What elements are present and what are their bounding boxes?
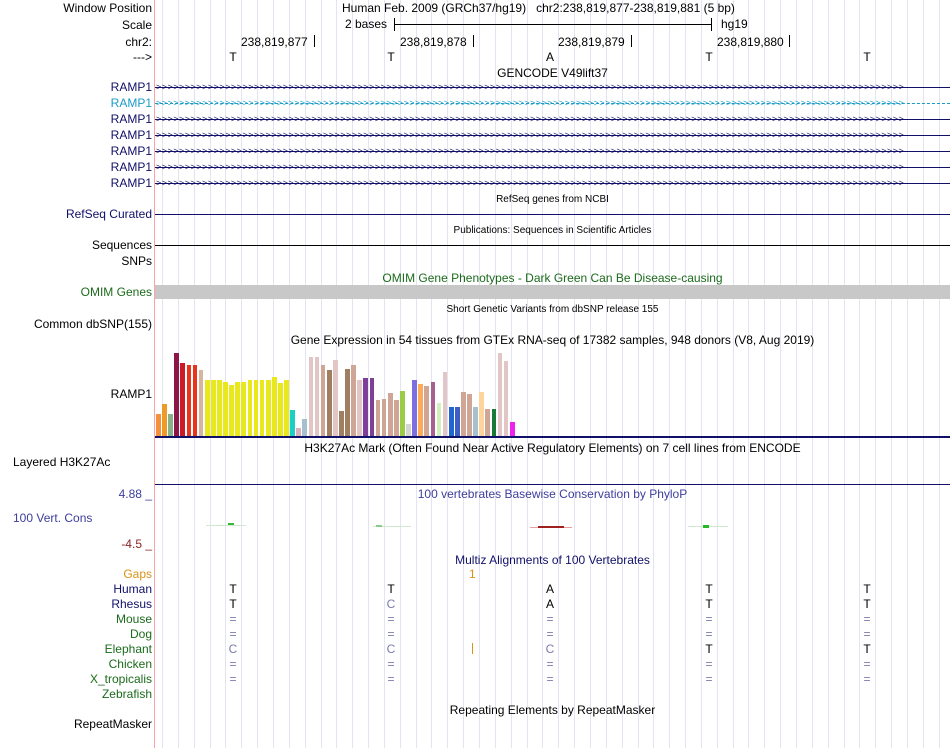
ref-base-4: T — [705, 50, 713, 64]
alignment-base: = — [229, 657, 237, 671]
alignment-base: = — [863, 657, 871, 671]
strand-label: ---> — [133, 50, 152, 64]
alignment-base: T — [705, 582, 713, 596]
alignment-base: A — [545, 582, 554, 596]
species-label-human[interactable]: Human — [113, 582, 152, 596]
cons-track-label[interactable]: 100 Vert. Cons — [13, 511, 93, 525]
gencode-transcript-label[interactable]: RAMP1 — [110, 160, 152, 174]
gtex-tissue-bar[interactable] — [333, 360, 338, 436]
gaps-label[interactable]: Gaps — [123, 567, 152, 581]
gtex-tissue-bar[interactable] — [290, 410, 295, 436]
alignment-base: T — [229, 582, 237, 596]
gencode-track-title: GENCODE V49lift37 — [497, 66, 608, 80]
refseq-track-title: RefSeq genes from NCBI — [496, 194, 609, 205]
scale-bar-left-tick — [394, 18, 395, 31]
gtex-tissue-bar[interactable] — [321, 365, 326, 436]
gtex-tissue-bar[interactable] — [272, 377, 277, 436]
sequences-track-label[interactable]: Sequences — [91, 238, 152, 252]
alignment-base: = — [863, 672, 871, 686]
cons-max-label: 4.88 _ — [118, 487, 152, 501]
position-tick-2 — [473, 35, 474, 47]
alignment-base: = — [387, 612, 395, 626]
gaps-count: 1 — [469, 567, 476, 581]
alignment-base: = — [705, 612, 713, 626]
position-label-2: 238,819,878 — [400, 35, 467, 49]
gtex-tissue-bar[interactable] — [180, 363, 185, 436]
gtex-track-label[interactable]: RAMP1 — [110, 387, 152, 401]
ref-base-3: A — [545, 50, 554, 64]
alignment-base: C — [545, 642, 555, 656]
gtex-tissue-bar[interactable] — [406, 424, 411, 436]
cons-signal-1 — [206, 525, 246, 526]
refseq-track-label[interactable]: RefSeq Curated — [65, 207, 152, 221]
cons-dip-3 — [538, 526, 564, 528]
h3k27ac-track-title: H3K27Ac Mark (Often Found Near Active Regulatory Elements) on 7 cell lines from ENCODE — [304, 441, 801, 455]
gtex-tissue-bar[interactable] — [412, 380, 417, 436]
gtex-tissue-bar[interactable] — [400, 391, 405, 436]
gtex-tissue-bar[interactable] — [162, 404, 167, 436]
gtex-tissue-bar[interactable] — [461, 392, 466, 436]
gtex-tissue-bar[interactable] — [296, 428, 301, 436]
gtex-tissue-bar[interactable] — [199, 370, 204, 436]
alignment-base: T — [229, 597, 237, 611]
scale-label: Scale — [121, 18, 152, 32]
position-label-3: 238,819,879 — [558, 35, 625, 49]
gencode-transcript-label[interactable]: RAMP1 — [110, 112, 152, 126]
gencode-strand-arrows: >>>>>>>>>>>>>>>>>>>>>>>>>>>>>>>>>>>>>>>>>>>>>>>>>>>>>>>>>>>>>>>>>>>>>>>>>>>>>>>>>>>>>>>>>>>>>>>>>>>>>>>>>>>>>>>>>>>>>>>>>>>>>>>>>> — [156, 98, 905, 108]
gtex-tissue-bar[interactable] — [473, 407, 478, 436]
gtex-tissue-bar[interactable] — [498, 353, 503, 436]
gencode-transcript-label[interactable]: RAMP1 — [110, 128, 152, 142]
alignment-base: = — [705, 627, 713, 641]
gtex-tissue-bar[interactable] — [168, 414, 173, 436]
multiz-track-title: Multiz Alignments of 100 Vertebrates — [455, 553, 650, 567]
position-label-4: 238,819,880 — [717, 35, 784, 49]
gencode-strand-arrows: >>>>>>>>>>>>>>>>>>>>>>>>>>>>>>>>>>>>>>>>>>>>>>>>>>>>>>>>>>>>>>>>>>>>>>>>>>>>>>>>>>>>>>>>>>>>>>>>>>>>>>>>>>>>>>>>>>>>>>>>>>>>>>>>>> — [156, 162, 905, 172]
gtex-tissue-bar[interactable] — [248, 380, 253, 436]
gtex-tissue-bar[interactable] — [187, 365, 192, 436]
gtex-tissue-bar[interactable] — [235, 382, 240, 436]
chrom-label: chr2: — [125, 35, 152, 49]
gencode-strand-arrows: >>>>>>>>>>>>>>>>>>>>>>>>>>>>>>>>>>>>>>>>>>>>>>>>>>>>>>>>>>>>>>>>>>>>>>>>>>>>>>>>>>>>>>>>>>>>>>>>>>>>>>>>>>>>>>>>>>>>>>>>>>>>>>>>>> — [156, 114, 905, 124]
gtex-tissue-bar[interactable] — [479, 392, 484, 436]
cons-peak-1 — [228, 523, 234, 525]
omim-track-title: OMIM Gene Phenotypes - Dark Green Can Be Disease-causing — [382, 271, 723, 285]
species-label-mouse[interactable]: Mouse — [115, 612, 152, 626]
gencode-strand-arrows: >>>>>>>>>>>>>>>>>>>>>>>>>>>>>>>>>>>>>>>>>>>>>>>>>>>>>>>>>>>>>>>>>>>>>>>>>>>>>>>>>>>>>>>>>>>>>>>>>>>>>>>>>>>>>>>>>>>>>>>>>>>>>>>>>> — [156, 178, 905, 188]
gtex-tissue-bar[interactable] — [467, 394, 472, 436]
alignment-base: A — [545, 597, 554, 611]
gtex-tissue-bar[interactable] — [315, 357, 320, 436]
cons-track-title: 100 vertebrates Basewise Conservation by PhyloP — [417, 487, 688, 501]
dbsnp-track-title: Short Genetic Variants from dbSNP release 155 — [446, 304, 659, 315]
gtex-tissue-bar[interactable] — [510, 422, 515, 436]
alignment-base: = — [546, 657, 554, 671]
alignment-base: T — [863, 597, 871, 611]
h3k27ac-baseline — [155, 484, 950, 485]
alignment-base: = — [387, 627, 395, 641]
gtex-tissue-bar[interactable] — [217, 380, 222, 436]
gtex-track-title: Gene Expression in 54 tissues from GTEx RNA-seq of 17382 samples, 948 donors (V8, Aug 2019) — [290, 333, 815, 347]
gencode-strand-arrows: >>>>>>>>>>>>>>>>>>>>>>>>>>>>>>>>>>>>>>>>>>>>>>>>>>>>>>>>>>>>>>>>>>>>>>>>>>>>>>>>>>>>>>>>>>>>>>>>>>>>>>>>>>>>>>>>>>>>>>>>>>>>>>>>>> — [156, 146, 905, 156]
cons-peak-4 — [703, 525, 709, 528]
alignment-base: = — [863, 627, 871, 641]
gtex-tissue-bar[interactable] — [437, 403, 442, 436]
alignment-base: = — [863, 612, 871, 626]
gtex-tissue-bar[interactable] — [193, 365, 198, 436]
gtex-tissue-bar[interactable] — [376, 400, 381, 436]
gtex-baseline — [155, 436, 950, 438]
alignment-base: = — [705, 672, 713, 686]
alignment-base: = — [546, 612, 554, 626]
gtex-tissue-bar[interactable] — [424, 386, 429, 436]
gtex-tissue-bar[interactable] — [174, 353, 179, 436]
gtex-tissue-bar[interactable] — [394, 400, 399, 436]
cons-min-label: -4.5 _ — [121, 537, 152, 551]
gtex-tissue-bar[interactable] — [205, 380, 210, 436]
alignment-base: T — [705, 597, 713, 611]
window-position-value: Human Feb. 2009 (GRCh37/hg19) chr2:238,819,877-238,819,881 (5 bp) — [342, 1, 735, 15]
gtex-tissue-bar[interactable] — [363, 378, 368, 436]
gtex-tissue-bar[interactable] — [370, 378, 375, 436]
gtex-tissue-bar[interactable] — [382, 399, 387, 436]
scale-assembly-text: hg19 — [721, 17, 748, 31]
gtex-tissue-bar[interactable] — [241, 382, 246, 436]
gtex-tissue-bar[interactable] — [223, 382, 228, 436]
snps-track-label[interactable]: SNPs — [121, 254, 152, 268]
publications-track-title: Publications: Sequences in Scientific Articles — [453, 225, 652, 236]
alignment-base: C — [386, 642, 396, 656]
h3k27ac-track-label[interactable]: Layered H3K27Ac — [13, 455, 111, 469]
species-label-x_tropicalis[interactable]: X_tropicalis — [89, 672, 152, 686]
gtex-tissue-bar[interactable] — [431, 382, 436, 436]
species-label-dog[interactable]: Dog — [129, 627, 152, 641]
alignment-base: C — [386, 597, 396, 611]
scale-bar-right-tick — [711, 18, 712, 31]
gtex-tissue-bar[interactable] — [284, 380, 289, 436]
species-label-zebrafish[interactable]: Zebrafish — [101, 687, 152, 701]
position-tick-4 — [789, 35, 790, 47]
alignment-base: T — [863, 582, 871, 596]
gtex-tissue-bar[interactable] — [302, 419, 307, 436]
gtex-tissue-bar[interactable] — [266, 380, 271, 436]
alignment-base: = — [387, 657, 395, 671]
alignment-base: T — [863, 642, 871, 656]
gtex-tissue-bar[interactable] — [309, 357, 314, 436]
position-tick-1 — [314, 35, 315, 47]
omim-gene-bar[interactable] — [155, 285, 950, 299]
window-position-label: Window Position — [63, 1, 152, 15]
elephant-insert-marker — [472, 643, 473, 654]
gtex-tissue-bar[interactable] — [345, 369, 350, 436]
gtex-tissue-bar[interactable] — [492, 409, 497, 436]
alignment-base: T — [705, 642, 713, 656]
alignment-base: C — [228, 642, 238, 656]
species-label-elephant[interactable]: Elephant — [104, 642, 152, 656]
dbsnp-track-label[interactable]: Common dbSNP(155) — [33, 317, 152, 331]
gtex-tissue-bar[interactable] — [504, 361, 509, 436]
gtex-tissue-bar[interactable] — [229, 385, 234, 436]
species-label-rhesus[interactable]: Rhesus — [111, 597, 152, 611]
gtex-tissue-bar[interactable] — [260, 380, 265, 436]
alignment-base: = — [229, 612, 237, 626]
species-label-chicken[interactable]: Chicken — [108, 657, 152, 671]
gtex-tissue-bar[interactable] — [443, 372, 448, 436]
alignment-base: = — [546, 672, 554, 686]
gtex-tissue-bar[interactable] — [418, 384, 423, 436]
gencode-strand-arrows: >>>>>>>>>>>>>>>>>>>>>>>>>>>>>>>>>>>>>>>>>>>>>>>>>>>>>>>>>>>>>>>>>>>>>>>>>>>>>>>>>>>>>>>>>>>>>>>>>>>>>>>>>>>>>>>>>>>>>>>>>>>>>>>>>> — [156, 82, 905, 92]
scale-bar — [395, 24, 711, 25]
alignment-base: T — [387, 582, 395, 596]
alignment-base: = — [229, 627, 237, 641]
sequences-line[interactable] — [155, 245, 950, 246]
gtex-tissue-bar[interactable] — [327, 370, 332, 436]
alignment-base: = — [546, 627, 554, 641]
gtex-tissue-bar[interactable] — [351, 365, 356, 436]
gtex-tissue-bar[interactable] — [156, 414, 161, 436]
alignment-base: = — [229, 672, 237, 686]
gtex-tissue-bar[interactable] — [211, 380, 216, 436]
gencode-transcript-label[interactable]: RAMP1 — [110, 144, 152, 158]
cons-peak-2 — [376, 525, 382, 527]
refseq-gene-line[interactable] — [155, 214, 950, 215]
gencode-transcript-label[interactable]: RAMP1 — [110, 80, 152, 94]
gtex-tissue-bar[interactable] — [339, 411, 344, 436]
gtex-tissue-bar[interactable] — [388, 393, 393, 436]
alignment-base: = — [705, 657, 713, 671]
gtex-tissue-bar[interactable] — [449, 407, 454, 436]
alignment-base: = — [387, 672, 395, 686]
repeatmasker-track-title: Repeating Elements by RepeatMasker — [449, 703, 656, 717]
gtex-tissue-bar[interactable] — [357, 380, 362, 436]
ref-base-5: T — [863, 50, 871, 64]
position-label-1: 238,819,877 — [241, 35, 308, 49]
omim-track-label[interactable]: OMIM Genes — [80, 285, 152, 299]
ref-base-1: T — [229, 50, 237, 64]
track-divider-line — [154, 0, 155, 748]
ref-base-2: T — [387, 50, 395, 64]
gencode-transcript-label[interactable]: RAMP1 — [110, 176, 152, 190]
gencode-transcript-label[interactable]: RAMP1 — [110, 96, 152, 110]
gtex-tissue-bar[interactable] — [455, 407, 460, 436]
position-tick-3 — [631, 35, 632, 47]
scale-bases-text: 2 bases — [345, 17, 388, 31]
gtex-tissue-bar[interactable] — [254, 380, 259, 436]
gtex-tissue-bar[interactable] — [278, 383, 283, 436]
repeatmasker-track-label[interactable]: RepeatMasker — [73, 717, 152, 731]
gtex-tissue-bar[interactable] — [485, 409, 490, 436]
gencode-strand-arrows: >>>>>>>>>>>>>>>>>>>>>>>>>>>>>>>>>>>>>>>>>>>>>>>>>>>>>>>>>>>>>>>>>>>>>>>>>>>>>>>>>>>>>>>>>>>>>>>>>>>>>>>>>>>>>>>>>>>>>>>>>>>>>>>>>> — [156, 130, 905, 140]
